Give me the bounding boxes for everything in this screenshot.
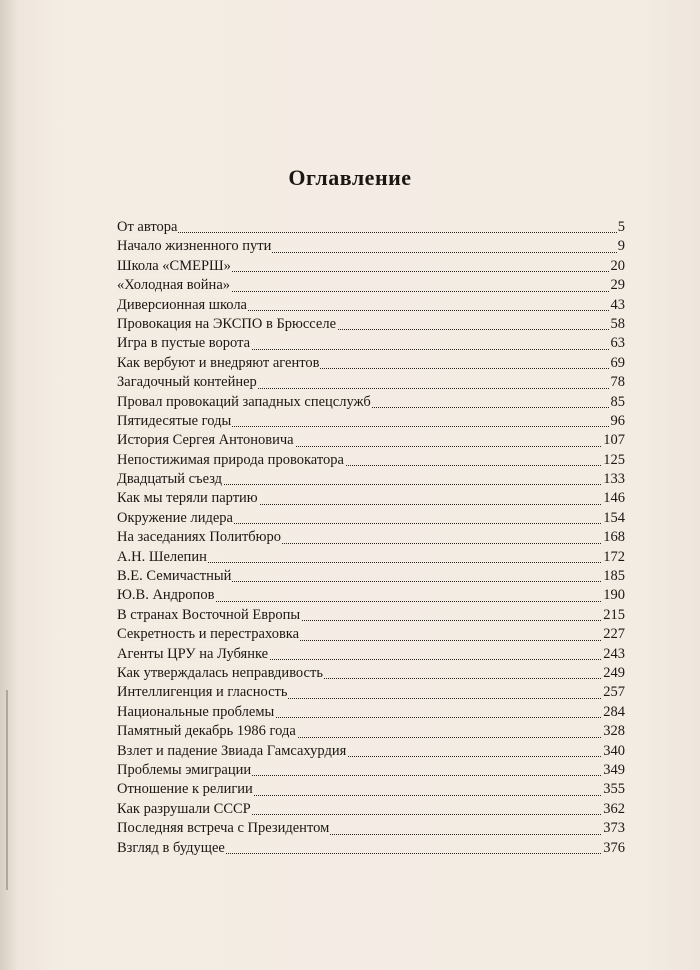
toc-entry-page-number: 190 (602, 586, 625, 605)
toc-entry (117, 567, 625, 586)
toc-entry (117, 296, 625, 315)
toc-entry-label: Секретность и перестраховка (117, 626, 300, 643)
toc-entry (117, 412, 625, 431)
toc-entry-label: Как утверждалась неправдивость (117, 664, 323, 681)
toc-entry-label: В странах Восточной Европы (117, 606, 301, 623)
toc-entry-label: Начало жизненного пути (117, 238, 272, 255)
toc-entry-page-number: 257 (602, 683, 625, 702)
toc-entry-label: Провал провокаций западных спецслужб (117, 393, 371, 410)
toc-entry-page-number: 107 (602, 431, 625, 450)
toc-entry (117, 780, 625, 799)
toc-entry-label: А.Н. Шелепин (117, 548, 207, 565)
toc-entry-label: На заседаниях Политбюро (117, 529, 282, 546)
toc-entry-page-number: 373 (602, 819, 625, 838)
toc-entry-label: История Сергея Антоновича (117, 432, 294, 449)
toc-entry-label: Окружение лидера (117, 509, 233, 526)
toc-entry-label: Школа «СМЕРШ» (117, 257, 231, 274)
toc-entry (117, 528, 625, 547)
toc-entry-page-number: 20 (610, 257, 626, 276)
toc-entry (117, 470, 625, 489)
toc-entry-label: Отношение к религии (117, 781, 253, 798)
toc-entry (117, 683, 625, 702)
toc-entry-page-number: 284 (602, 703, 625, 722)
toc-entry-label: Непостижимая природа провокатора (117, 451, 344, 468)
toc-entry (117, 625, 625, 644)
toc-entry-page-number: 85 (610, 393, 626, 412)
toc-entry-label: Проблемы эмиграции (117, 761, 252, 778)
toc-entry-label: Агенты ЦРУ на Лубянке (117, 645, 269, 662)
toc-entry-label: Взлет и падение Звиада Гамсахурдия (117, 742, 347, 759)
toc-entry (117, 548, 625, 567)
toc-entry-label: Загадочный контейнер (117, 374, 257, 391)
toc-entry-label: Как вербуют и внедряют агентов (117, 354, 320, 371)
toc-entry-page-number: 154 (602, 509, 625, 528)
toc-entry-page-number: 349 (602, 761, 625, 780)
toc-entry-page-number: 146 (602, 489, 625, 508)
toc-entry-label: Интеллигенция и гласность (117, 684, 288, 701)
spine-shadow (0, 0, 18, 970)
toc-entry (117, 606, 625, 625)
toc-entry (117, 645, 625, 664)
toc-entry-page-number: 5 (617, 218, 625, 237)
toc-entry (117, 509, 625, 528)
dot-leader (117, 232, 625, 233)
toc-entry-label: Национальные проблемы (117, 703, 275, 720)
toc-entry (117, 237, 625, 256)
toc-entry (117, 722, 625, 741)
toc-entry (117, 742, 625, 761)
toc-entry-page-number: 328 (602, 722, 625, 741)
toc-entry (117, 354, 625, 373)
page-title: Оглавление (288, 165, 412, 190)
toc-entry-page-number: 96 (610, 412, 626, 431)
toc-entry-page-number: 43 (610, 296, 626, 315)
toc-entry-label: «Холодная война» (117, 277, 231, 294)
toc-entry (117, 393, 625, 412)
toc-entry-page-number: 215 (602, 606, 625, 625)
toc-entry-page-number: 376 (602, 839, 625, 858)
toc-entry (117, 839, 625, 858)
toc-entry (117, 451, 625, 470)
toc-entry-page-number: 172 (602, 548, 625, 567)
toc-entry-page-number: 9 (617, 237, 625, 256)
toc-entry-page-number: 78 (610, 373, 626, 392)
toc-entry-page-number: 63 (610, 334, 626, 353)
toc-entry (117, 664, 625, 683)
toc-entry-label: В.Е. Семичастный (117, 568, 232, 585)
toc-entry-page-number: 340 (602, 742, 625, 761)
toc-entry-label: Ю.В. Андропов (117, 587, 215, 604)
toc-entry-page-number: 133 (602, 470, 625, 489)
toc-entry-page-number: 362 (602, 800, 625, 819)
toc-entry-page-number: 249 (602, 664, 625, 683)
toc-entry (117, 334, 625, 353)
toc-entry-label: Провокация на ЭКСПО в Брюсселе (117, 315, 337, 332)
toc-entry (117, 489, 625, 508)
toc-entry (117, 586, 625, 605)
toc-entry-page-number: 185 (602, 567, 625, 586)
toc-entry-page-number: 168 (602, 528, 625, 547)
toc-entry (117, 218, 625, 237)
toc-entry-label: Как мы теряли партию (117, 490, 258, 507)
toc-entry (117, 431, 625, 450)
toc-entry-page-number: 29 (610, 276, 626, 295)
toc-entry-label: Диверсионная школа (117, 296, 247, 313)
page-edge-line (6, 690, 8, 890)
toc-entry-page-number: 69 (610, 354, 626, 373)
toc-entry-page-number: 355 (602, 780, 625, 799)
toc-entry-label: Игра в пустые ворота (117, 335, 251, 352)
toc-entry (117, 257, 625, 276)
toc-entry (117, 819, 625, 838)
toc-entry (117, 315, 625, 334)
toc-entry-page-number: 243 (602, 645, 625, 664)
toc-entry-label: Как разрушали СССР (117, 800, 251, 817)
toc-entry-label: Последняя встреча с Президентом (117, 820, 330, 837)
toc-entry (117, 373, 625, 392)
toc-entry-page-number: 125 (602, 451, 625, 470)
toc-entry (117, 761, 625, 780)
toc-entry-page-number: 58 (610, 315, 626, 334)
toc-entry-label: Двадцатый съезд (117, 471, 223, 488)
toc-entry-label: Пятидесятые годы (117, 412, 232, 429)
toc-entry-label: Взгляд в будущее (117, 839, 225, 856)
table-of-contents (117, 218, 625, 858)
toc-entry-label: Памятный декабрь 1986 года (117, 723, 296, 740)
toc-entry (117, 800, 625, 819)
toc-entry-page-number: 227 (602, 625, 625, 644)
toc-entry-label: От автора (117, 219, 178, 235)
toc-entry (117, 703, 625, 722)
toc-entry (117, 276, 625, 295)
